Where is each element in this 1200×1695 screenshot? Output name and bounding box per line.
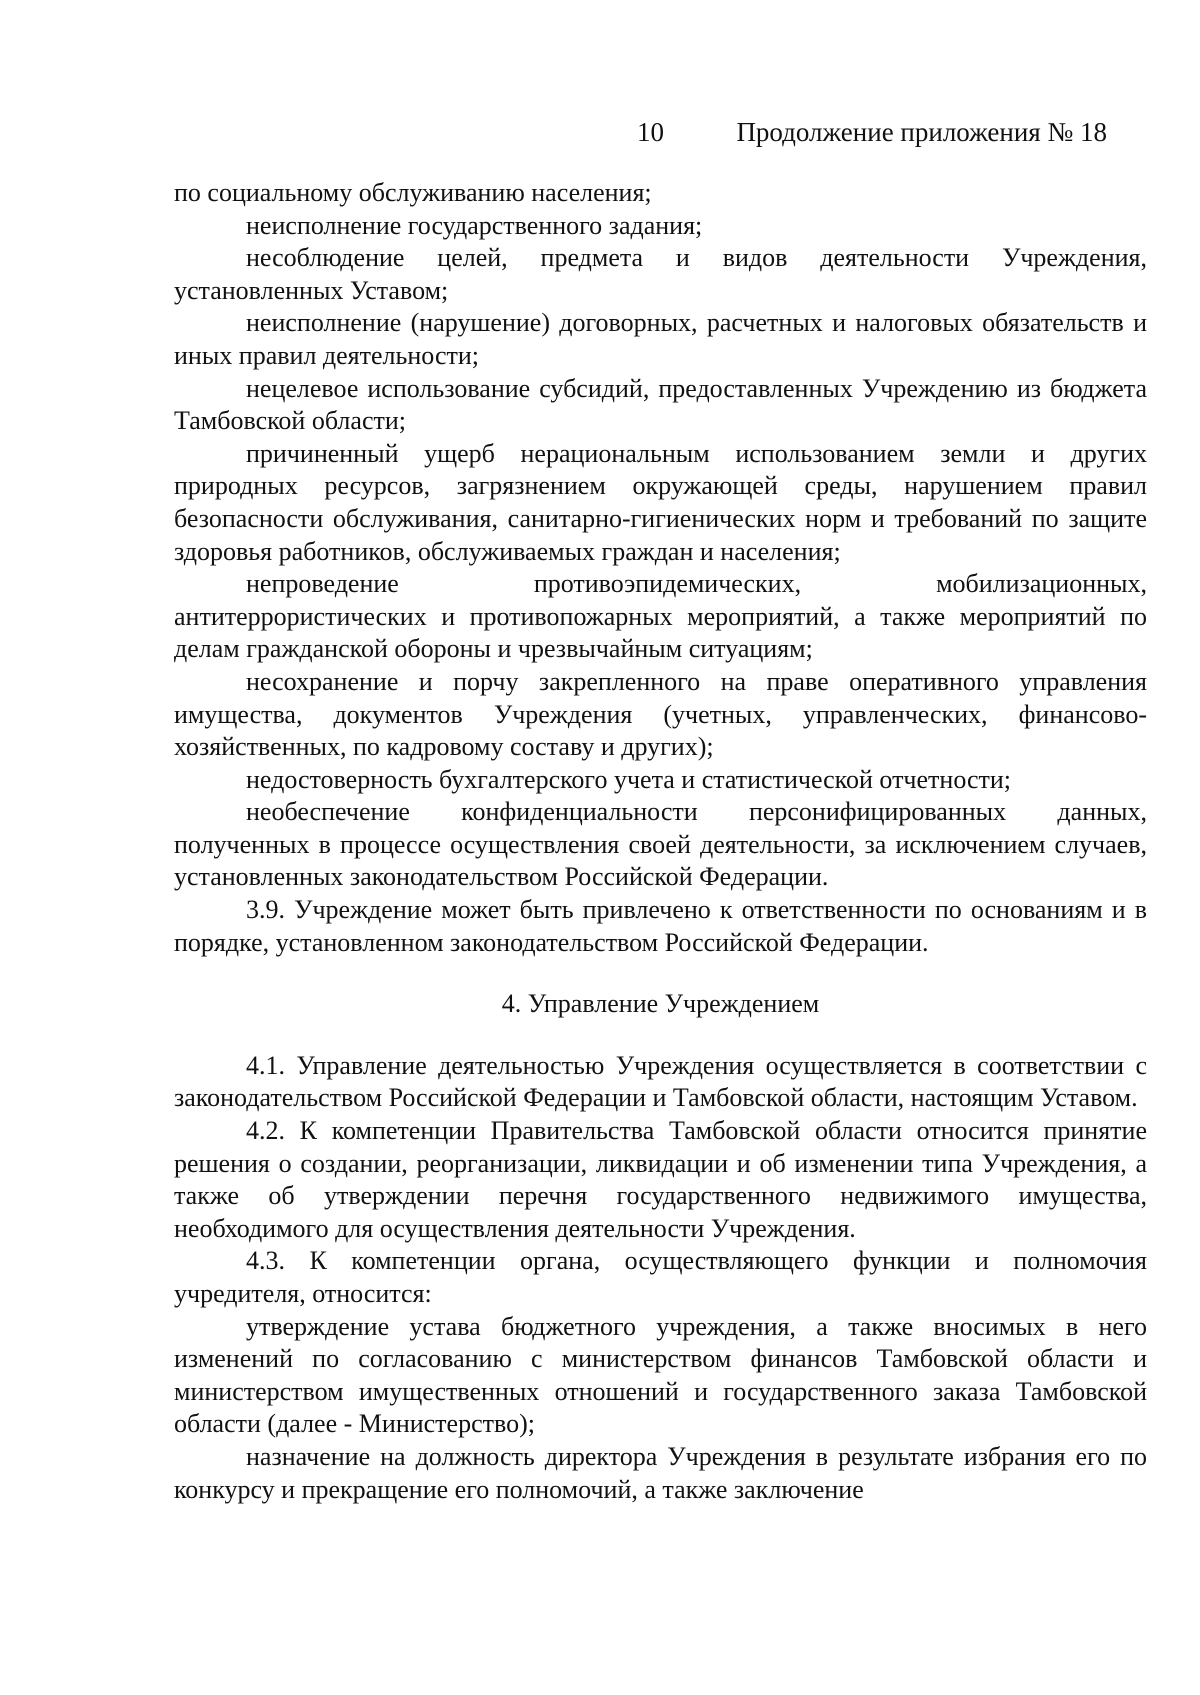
paragraph: назначение на должность директора Учреждения в результате избрания его по конкурсу и прекращение его полномочий, а также заключение xyxy=(174,1441,1147,1504)
paragraph-clause-3-9: 3.9. Учреждение может быть привлечено к ответственности по основаниям и в порядке, установленном законодательством Российской Федерации. xyxy=(174,895,1147,957)
paragraph-clause-4-2: 4.2. К компетенции Правительства Тамбовской области относится принятие решения о создании, реорганизации, ликвидации и об изменении типа Учреждения, а также об утверждении перечня государственного недвижимого имущества, необходимого для осуществления деятельности Учреждения. xyxy=(174,1116,1147,1243)
paragraph-clause-4-1: 4.1. Управление деятельностью Учреждения осуществляется в соответствии с законодательством Российской Федерации и Тамбовской области, настоящим Уставом. xyxy=(174,1050,1147,1113)
appendix-note: Продолжение приложения № 18 xyxy=(736,117,1107,147)
paragraph: причиненный ущерб нерациональным использованием земли и других природных ресурсов, загрязнением окружающей среды, нарушением правил безопасности обслуживания, санитарно-гигиенических норм и требований по защите здоровья работников, обслуживаемых граждан и населения; xyxy=(174,438,1147,566)
paragraph-clause-4-3: 4.3. К компетенции органа, осуществляющего функции и полномочия учредителя, относится: xyxy=(174,1246,1147,1308)
paragraph: недостоверность бухгалтерского учета и статистической отчетности; xyxy=(246,764,1012,794)
paragraph: несоблюдение целей, предмета и видов деятельности Учреждения, установленных Уставом; xyxy=(174,243,1147,305)
paragraph: нецелевое использование субсидий, предоставленных Учреждению из бюджета Тамбовской области; xyxy=(174,373,1147,436)
paragraph: неисполнение государственного задания; xyxy=(246,210,703,240)
paragraph: утверждение устава бюджетного учреждения, а также вносимых в него изменений по согласованию с министерством финансов Тамбовской области и министерством имущественных отношений и государственного заказа Тамбовской области (далее - Министерство); xyxy=(174,1311,1147,1439)
page-header xyxy=(0,114,1200,150)
page-number: 10 xyxy=(637,117,664,147)
paragraph: неисполнение (нарушение) договорных, расчетных и налоговых обязательств и иных правил деятельности; xyxy=(174,308,1147,370)
section-heading: 4. Управление Учреждением xyxy=(501,989,820,1019)
document-body xyxy=(174,177,1147,1506)
paragraph: непроведение противоэпидемических, мобилизационных, антитеррористических и противопожарных мероприятий, а также мероприятий по делам гражданской обороны и чрезвычайным ситуациям; xyxy=(174,569,1147,664)
paragraph-continuation: по социальному обслуживанию населения; xyxy=(174,178,652,207)
paragraph: несохранение и порчу закрепленного на праве оперативного управления имущества, документов Учреждения (учетных, управленческих, финансово-хозяйственных, по кадровому составу и других); xyxy=(174,666,1147,762)
paragraph: необеспечение конфиденциальности персонифицированных данных, полученных в процессе осуществления своей деятельности, за исключением случаев, установленных законодательством Российской Федерации. xyxy=(174,797,1147,892)
